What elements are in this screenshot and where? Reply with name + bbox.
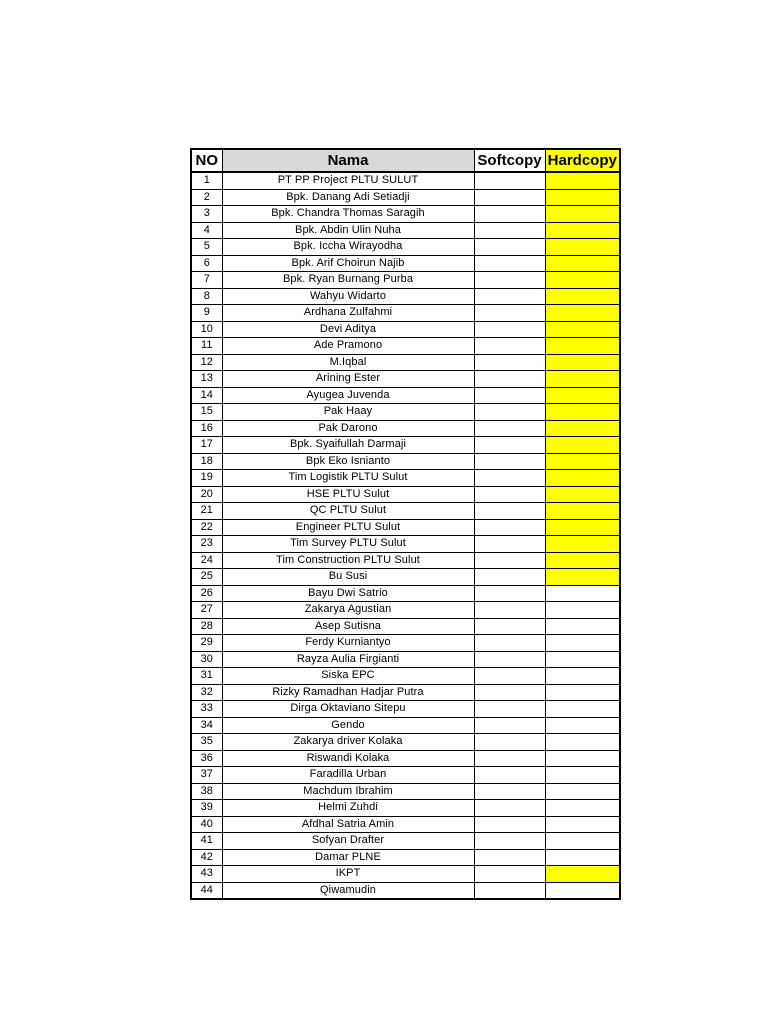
row-hardcopy-cell [545,172,620,189]
row-name-cell: Riswandi Kolaka [222,750,474,767]
row-hardcopy-cell [545,783,620,800]
header-no: NO [191,149,222,172]
row-softcopy-cell [474,800,545,817]
table-row [191,866,620,883]
row-hardcopy-cell [545,387,620,404]
row-hardcopy-cell [545,189,620,206]
row-hardcopy-cell [545,800,620,817]
row-softcopy-cell [474,668,545,685]
row-hardcopy-cell [545,701,620,718]
row-number-cell: 11 [191,338,222,355]
row-number-cell: 17 [191,437,222,454]
row-number-cell: 21 [191,503,222,520]
row-name-cell: Devi Aditya [222,321,474,338]
row-name-cell: Ayugea Juvenda [222,387,474,404]
table-row [191,486,620,503]
table-row [191,354,620,371]
row-number-cell: 7 [191,272,222,289]
row-hardcopy-cell [545,635,620,652]
table-row [191,437,620,454]
table-row [191,189,620,206]
row-hardcopy-cell [545,503,620,520]
row-name-cell: Tim Construction PLTU Sulut [222,552,474,569]
table-row [191,387,620,404]
row-name-cell: Asep Sutisna [222,618,474,635]
row-hardcopy-cell [545,338,620,355]
table-row [191,800,620,817]
table-row [191,552,620,569]
table-row [191,206,620,223]
table-row [191,833,620,850]
row-softcopy-cell [474,453,545,470]
table-row [191,882,620,899]
row-hardcopy-cell [545,651,620,668]
row-hardcopy-cell [545,354,620,371]
row-hardcopy-cell [545,866,620,883]
row-number-cell: 20 [191,486,222,503]
row-hardcopy-cell [545,272,620,289]
row-softcopy-cell [474,701,545,718]
row-number-cell: 34 [191,717,222,734]
row-number-cell: 40 [191,816,222,833]
row-softcopy-cell [474,866,545,883]
row-softcopy-cell [474,569,545,586]
table-row [191,734,620,751]
table-row [191,618,620,635]
header-nama: Nama [222,149,474,172]
row-name-cell: Tim Survey PLTU Sulut [222,536,474,553]
row-softcopy-cell [474,585,545,602]
row-softcopy-cell [474,651,545,668]
table-row [191,470,620,487]
row-number-cell: 44 [191,882,222,899]
row-softcopy-cell [474,387,545,404]
table-row [191,338,620,355]
row-name-cell: Bpk. Abdin Ulin Nuha [222,222,474,239]
row-number-cell: 19 [191,470,222,487]
row-hardcopy-cell [545,816,620,833]
row-softcopy-cell [474,833,545,850]
row-name-cell: Ferdy Kurniantyo [222,635,474,652]
row-softcopy-cell [474,717,545,734]
row-number-cell: 27 [191,602,222,619]
row-hardcopy-cell [545,552,620,569]
table-row [191,404,620,421]
row-softcopy-cell [474,635,545,652]
row-name-cell: Bpk. Chandra Thomas Saragih [222,206,474,223]
row-number-cell: 8 [191,288,222,305]
row-number-cell: 6 [191,255,222,272]
row-number-cell: 3 [191,206,222,223]
row-hardcopy-cell [545,255,620,272]
row-name-cell: Afdhal Satria Amin [222,816,474,833]
table-row [191,503,620,520]
row-hardcopy-cell [545,618,620,635]
table-row [191,321,620,338]
row-softcopy-cell [474,503,545,520]
row-name-cell: Ade Pramono [222,338,474,355]
row-name-cell: PT PP Project PLTU SULUT [222,172,474,189]
row-number-cell: 31 [191,668,222,685]
row-name-cell: Bpk Eko Isnianto [222,453,474,470]
table-row [191,602,620,619]
row-softcopy-cell [474,172,545,189]
table-row [191,371,620,388]
table-row [191,767,620,784]
row-hardcopy-cell [545,486,620,503]
row-number-cell: 30 [191,651,222,668]
row-softcopy-cell [474,536,545,553]
row-name-cell: Bpk. Syaifullah Darmaji [222,437,474,454]
table-body [191,172,620,899]
row-name-cell: Machdum Ibrahim [222,783,474,800]
row-softcopy-cell [474,321,545,338]
table-row [191,239,620,256]
table-header [191,149,620,172]
row-name-cell: Pak Darono [222,420,474,437]
row-name-cell: Helmi Zuhdi [222,800,474,817]
row-number-cell: 43 [191,866,222,883]
row-number-cell: 23 [191,536,222,553]
row-softcopy-cell [474,305,545,322]
table-row [191,849,620,866]
row-number-cell: 10 [191,321,222,338]
row-softcopy-cell [474,684,545,701]
row-softcopy-cell [474,618,545,635]
row-hardcopy-cell [545,717,620,734]
table-row [191,420,620,437]
row-softcopy-cell [474,189,545,206]
row-number-cell: 32 [191,684,222,701]
row-number-cell: 38 [191,783,222,800]
row-number-cell: 24 [191,552,222,569]
row-softcopy-cell [474,371,545,388]
row-name-cell: Pak Haay [222,404,474,421]
row-number-cell: 35 [191,734,222,751]
row-number-cell: 15 [191,404,222,421]
row-name-cell: HSE PLTU Sulut [222,486,474,503]
header-hardcopy: Hardcopy [545,149,620,172]
row-name-cell: Rizky Ramadhan Hadjar Putra [222,684,474,701]
row-number-cell: 13 [191,371,222,388]
row-name-cell: Gendo [222,717,474,734]
row-name-cell: QC PLTU Sulut [222,503,474,520]
row-hardcopy-cell [545,321,620,338]
row-number-cell: 25 [191,569,222,586]
row-hardcopy-cell [545,668,620,685]
row-hardcopy-cell [545,206,620,223]
row-name-cell: IKPT [222,866,474,883]
row-name-cell: Ardhana Zulfahmi [222,305,474,322]
row-hardcopy-cell [545,404,620,421]
row-hardcopy-cell [545,519,620,536]
table-row [191,585,620,602]
row-name-cell: Dirga Oktaviano Sitepu [222,701,474,718]
row-number-cell: 9 [191,305,222,322]
row-softcopy-cell [474,437,545,454]
row-name-cell: Bpk. Danang Adi Setiadji [222,189,474,206]
row-name-cell: Zakarya Agustian [222,602,474,619]
row-name-cell: Damar PLNE [222,849,474,866]
row-softcopy-cell [474,783,545,800]
row-number-cell: 29 [191,635,222,652]
table-row [191,305,620,322]
row-hardcopy-cell [545,833,620,850]
table-row [191,255,620,272]
row-hardcopy-cell [545,569,620,586]
row-hardcopy-cell [545,602,620,619]
row-softcopy-cell [474,404,545,421]
table-row [191,288,620,305]
row-hardcopy-cell [545,420,620,437]
row-softcopy-cell [474,272,545,289]
row-hardcopy-cell [545,536,620,553]
row-name-cell: Siska EPC [222,668,474,685]
row-number-cell: 5 [191,239,222,256]
row-name-cell: Faradilla Urban [222,767,474,784]
row-softcopy-cell [474,222,545,239]
table-row [191,701,620,718]
row-hardcopy-cell [545,767,620,784]
row-softcopy-cell [474,767,545,784]
row-name-cell: Zakarya driver Kolaka [222,734,474,751]
row-hardcopy-cell [545,684,620,701]
row-number-cell: 41 [191,833,222,850]
row-hardcopy-cell [545,305,620,322]
table-row [191,272,620,289]
row-softcopy-cell [474,602,545,619]
row-number-cell: 36 [191,750,222,767]
table-row [191,668,620,685]
table-row [191,783,620,800]
row-name-cell: Tim Logistik PLTU Sulut [222,470,474,487]
distribution-table [190,148,621,900]
row-name-cell: Arining Ester [222,371,474,388]
table-row [191,222,620,239]
row-softcopy-cell [474,882,545,899]
row-softcopy-cell [474,206,545,223]
row-number-cell: 39 [191,800,222,817]
row-softcopy-cell [474,255,545,272]
row-number-cell: 2 [191,189,222,206]
table-row [191,651,620,668]
row-hardcopy-cell [545,882,620,899]
row-hardcopy-cell [545,453,620,470]
table-row [191,453,620,470]
row-number-cell: 22 [191,519,222,536]
row-name-cell: Engineer PLTU Sulut [222,519,474,536]
row-name-cell: Bu Susi [222,569,474,586]
row-name-cell: Rayza Aulia Firgianti [222,651,474,668]
row-softcopy-cell [474,470,545,487]
row-number-cell: 1 [191,172,222,189]
row-number-cell: 26 [191,585,222,602]
table-row [191,172,620,189]
row-hardcopy-cell [545,750,620,767]
row-softcopy-cell [474,750,545,767]
row-softcopy-cell [474,734,545,751]
table-row [191,750,620,767]
row-softcopy-cell [474,849,545,866]
row-softcopy-cell [474,519,545,536]
row-number-cell: 37 [191,767,222,784]
row-hardcopy-cell [545,734,620,751]
row-hardcopy-cell [545,849,620,866]
table-row [191,569,620,586]
row-softcopy-cell [474,354,545,371]
table-row [191,536,620,553]
row-name-cell: Bpk. Arif Choirun Najib [222,255,474,272]
table-row [191,717,620,734]
header-softcopy: Softcopy [474,149,545,172]
table-row [191,816,620,833]
row-softcopy-cell [474,420,545,437]
row-softcopy-cell [474,338,545,355]
row-name-cell: Bayu Dwi Satrio [222,585,474,602]
row-number-cell: 16 [191,420,222,437]
row-softcopy-cell [474,288,545,305]
row-softcopy-cell [474,486,545,503]
row-hardcopy-cell [545,222,620,239]
row-name-cell: Bpk. Iccha Wirayodha [222,239,474,256]
row-hardcopy-cell [545,239,620,256]
row-number-cell: 4 [191,222,222,239]
table-row [191,635,620,652]
row-number-cell: 12 [191,354,222,371]
row-hardcopy-cell [545,288,620,305]
row-name-cell: Wahyu Widarto [222,288,474,305]
row-number-cell: 42 [191,849,222,866]
row-number-cell: 33 [191,701,222,718]
row-name-cell: M.Iqbal [222,354,474,371]
row-hardcopy-cell [545,470,620,487]
row-name-cell: Sofyan Drafter [222,833,474,850]
row-softcopy-cell [474,552,545,569]
row-hardcopy-cell [545,585,620,602]
row-hardcopy-cell [545,371,620,388]
table-row [191,519,620,536]
row-number-cell: 18 [191,453,222,470]
header-row [191,149,620,172]
row-name-cell: Bpk. Ryan Burnang Purba [222,272,474,289]
table-row [191,684,620,701]
row-softcopy-cell [474,816,545,833]
row-softcopy-cell [474,239,545,256]
row-hardcopy-cell [545,437,620,454]
row-name-cell: Qiwamudin [222,882,474,899]
row-number-cell: 14 [191,387,222,404]
row-number-cell: 28 [191,618,222,635]
